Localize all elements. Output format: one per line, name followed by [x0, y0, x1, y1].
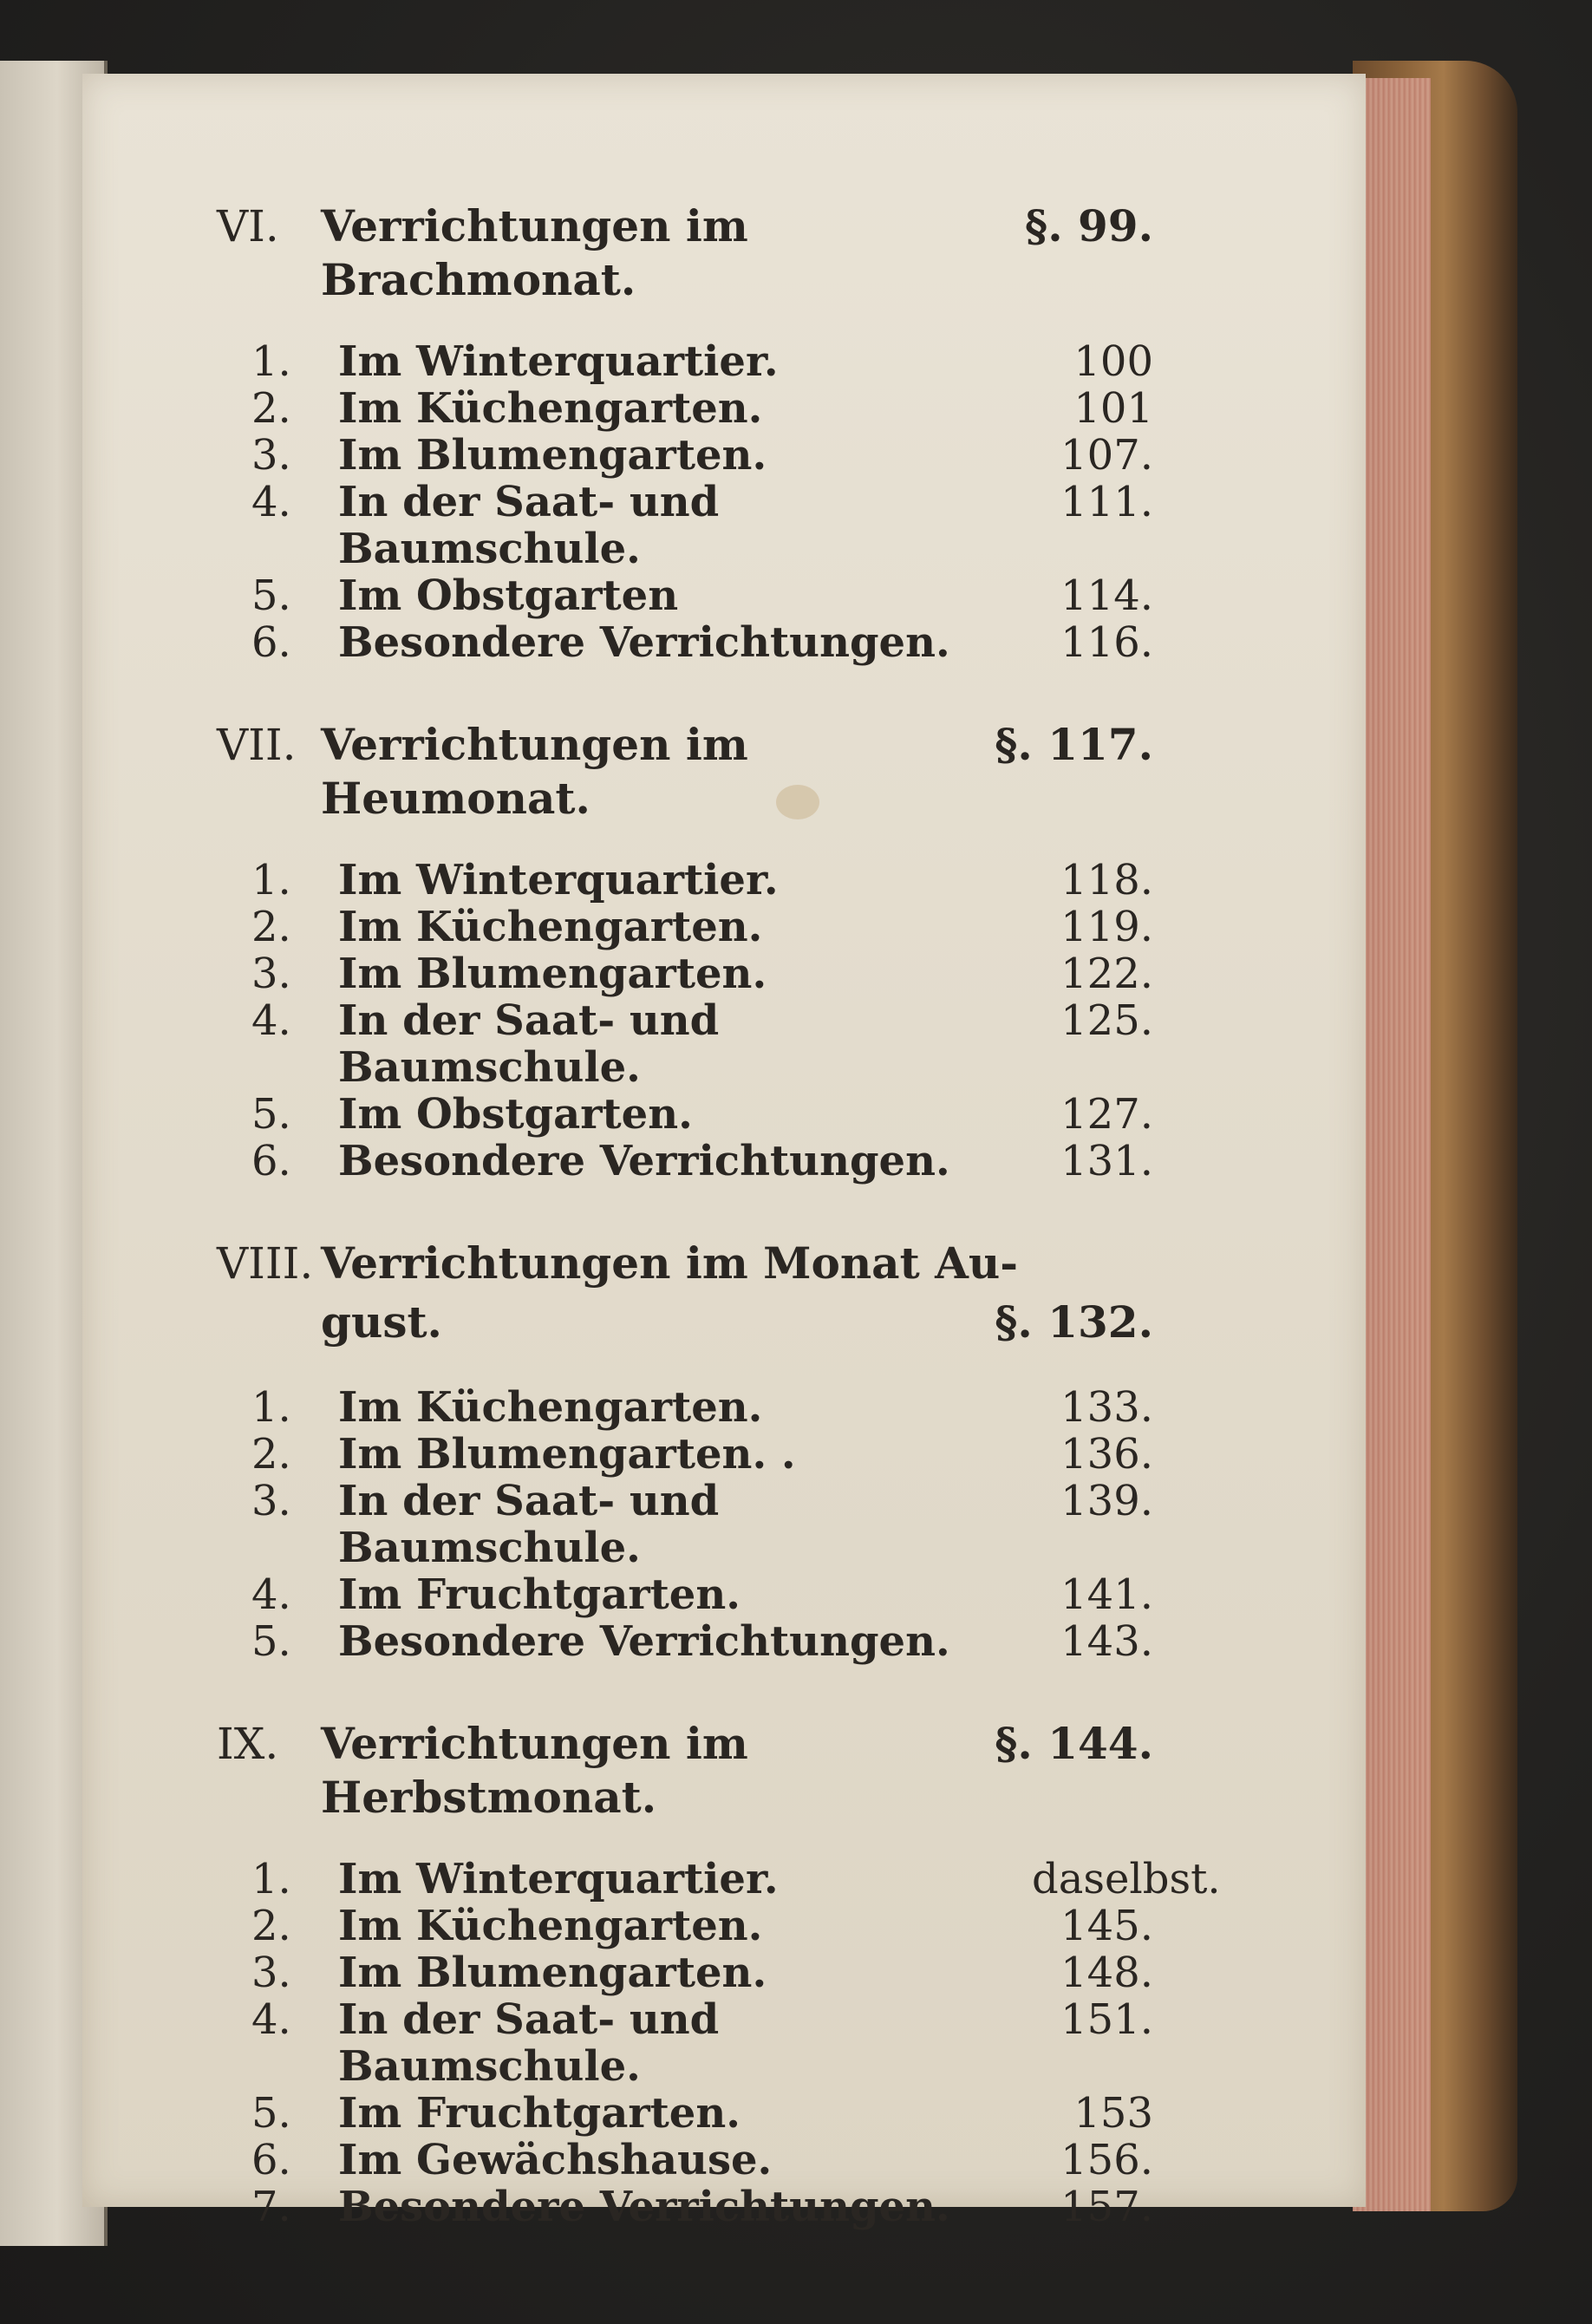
entry-label: In der Saat- und Baumschule.	[338, 478, 720, 573]
entry-number: 7.	[251, 2183, 291, 2231]
toc-entry	[217, 2090, 1153, 2137]
entry-page: 145.	[1060, 1902, 1153, 1950]
toc-entry	[217, 1478, 1153, 1571]
section-heading	[217, 1717, 1153, 1825]
toc-entry	[217, 1384, 1153, 1431]
table-of-contents	[217, 199, 1221, 2282]
entry-page: 111.	[1060, 478, 1153, 526]
section-title: Verrichtungen im Monat Au-	[321, 1237, 1018, 1289]
section-number: VIII.	[217, 1238, 314, 1289]
entry-label: In der Saat- und Baumschule.	[338, 996, 720, 1092]
entry-label: Im Blumengarten.	[338, 1949, 767, 1997]
entry-number: 1.	[251, 1855, 291, 1903]
entry-label: Im Blumengarten.	[338, 431, 767, 480]
entry-page: 101	[1073, 384, 1153, 433]
section-number: VI.	[217, 201, 279, 251]
entry-label: Im Obstgarten	[338, 571, 679, 620]
entry-number: 6.	[251, 1137, 291, 1185]
entry-label: Im Küchengarten.	[338, 1902, 763, 1950]
section-heading-continuation	[217, 1296, 1153, 1349]
entry-page: 116.	[1060, 618, 1153, 667]
entry-page: 141.	[1060, 1570, 1153, 1619]
entry-number: 2.	[251, 903, 291, 951]
entry-page: 148.	[1060, 1949, 1153, 1997]
entry-number: 2.	[251, 1902, 291, 1950]
entry-number: 5.	[251, 2089, 291, 2138]
entry-page: 118.	[1060, 856, 1153, 904]
entry-page: 119.	[1060, 903, 1153, 951]
entry-page: 156.	[1060, 2136, 1153, 2184]
entry-number: 3.	[251, 950, 291, 998]
toc-entry	[217, 857, 1153, 904]
entry-number: 6.	[251, 618, 291, 667]
entry-number: 1.	[251, 1383, 291, 1432]
entry-label: Besondere Verrichtungen.	[338, 1137, 950, 1185]
entry-number: 2.	[251, 1430, 291, 1479]
section-heading	[217, 718, 1153, 826]
toc-entry	[217, 1855, 1221, 1903]
entry-number: 6.	[251, 2136, 291, 2184]
entry-page: daselbst.	[1032, 1855, 1221, 1903]
toc-entry	[217, 1903, 1153, 1949]
entry-label: Im Obstgarten.	[338, 1090, 693, 1139]
entry-page: 107.	[1060, 431, 1153, 480]
entry-number: 1.	[251, 856, 291, 904]
entry-number: 5.	[251, 571, 291, 620]
entry-number: 1.	[251, 337, 291, 386]
entry-number: 3.	[251, 431, 291, 480]
toc-section	[217, 1717, 1221, 2231]
toc-entry	[217, 2184, 1153, 2230]
entry-page: 133.	[1060, 1383, 1153, 1432]
toc-entry	[217, 1138, 1153, 1185]
toc-entry	[217, 2137, 1153, 2184]
toc-entry	[217, 904, 1153, 950]
entry-number: 3.	[251, 1477, 291, 1525]
entry-label: Im Winterquartier.	[338, 856, 779, 904]
section-reference: §. 99.	[1025, 200, 1153, 251]
section-title: Verrichtungen im Herbstmonat.	[321, 1718, 748, 1823]
toc-entry	[217, 997, 1153, 1091]
entry-label: Im Küchengarten.	[338, 1383, 763, 1432]
entry-label: Besondere Verrichtungen.	[338, 2183, 950, 2231]
entry-label: Im Winterquartier.	[338, 1855, 779, 1903]
entry-label: Besondere Verrichtungen.	[338, 1617, 950, 1666]
entry-label: Im Fruchtgarten.	[338, 2089, 741, 2138]
entry-page: 122.	[1060, 950, 1153, 998]
entry-page: 127.	[1060, 1090, 1153, 1139]
entry-label: Im Blumengarten.	[338, 950, 767, 998]
toc-section	[217, 718, 1153, 1185]
entry-label: Im Küchengarten.	[338, 903, 763, 951]
toc-entry	[217, 1571, 1153, 1618]
toc-entry	[217, 619, 1153, 666]
entry-page: 100	[1073, 337, 1153, 386]
entry-label: Im Fruchtgarten.	[338, 1570, 741, 1619]
entry-number: 4.	[251, 996, 291, 1045]
entry-page: 153	[1073, 2089, 1153, 2138]
toc-entry	[217, 385, 1153, 432]
toc-entry	[217, 1618, 1153, 1665]
entry-number: 5.	[251, 1090, 291, 1139]
entry-page: 139.	[1060, 1477, 1153, 1525]
entry-page: 151.	[1060, 1995, 1153, 2044]
entry-page: 125.	[1060, 996, 1153, 1045]
toc-entry	[217, 338, 1153, 385]
entry-page: 136.	[1060, 1430, 1153, 1479]
toc-entry	[217, 572, 1153, 619]
toc-entry	[217, 950, 1153, 997]
entry-number: 4.	[251, 1570, 291, 1619]
section-title: Verrichtungen im Brachmonat.	[321, 200, 748, 305]
section-heading	[217, 199, 1153, 307]
section-reference: §. 117.	[995, 719, 1153, 770]
section-heading	[217, 1237, 1153, 1290]
section-reference: §. 144.	[995, 1718, 1153, 1769]
entry-label: Im Gewächshause.	[338, 2136, 773, 2184]
entry-page: 143.	[1060, 1617, 1153, 1666]
entry-label: In der Saat- und Baumschule.	[338, 1995, 720, 2091]
section-number: IX.	[217, 1719, 279, 1769]
toc-entry	[217, 1091, 1153, 1138]
entry-label: Im Blumengarten. .	[338, 1430, 796, 1479]
toc-section	[217, 1237, 1153, 1665]
entry-label: In der Saat- und Baumschule.	[338, 1477, 720, 1572]
toc-entry	[217, 1431, 1153, 1478]
entry-label: Im Küchengarten.	[338, 384, 763, 433]
entry-page: 114.	[1060, 571, 1153, 620]
toc-entry	[217, 1949, 1153, 1996]
entry-label: Im Winterquartier.	[338, 337, 779, 386]
entry-page: 131.	[1060, 1137, 1153, 1185]
toc-entry	[217, 1996, 1153, 2090]
entry-label: Besondere Verrichtungen.	[338, 618, 950, 667]
section-title-continuation: gust.	[321, 1296, 442, 1348]
entry-number: 3.	[251, 1949, 291, 1997]
entry-number: 5.	[251, 1617, 291, 1666]
entry-page: 157.	[1060, 2183, 1153, 2231]
section-number: VII.	[217, 720, 297, 770]
toc-entry	[217, 432, 1153, 479]
entry-number: 2.	[251, 384, 291, 433]
entry-number: 4.	[251, 1995, 291, 2044]
section-reference: §. 132.	[995, 1296, 1153, 1348]
entry-number: 4.	[251, 478, 291, 526]
toc-entry	[217, 479, 1153, 572]
section-title: Verrichtungen im Heumonat.	[321, 719, 748, 824]
toc-section	[217, 199, 1153, 666]
